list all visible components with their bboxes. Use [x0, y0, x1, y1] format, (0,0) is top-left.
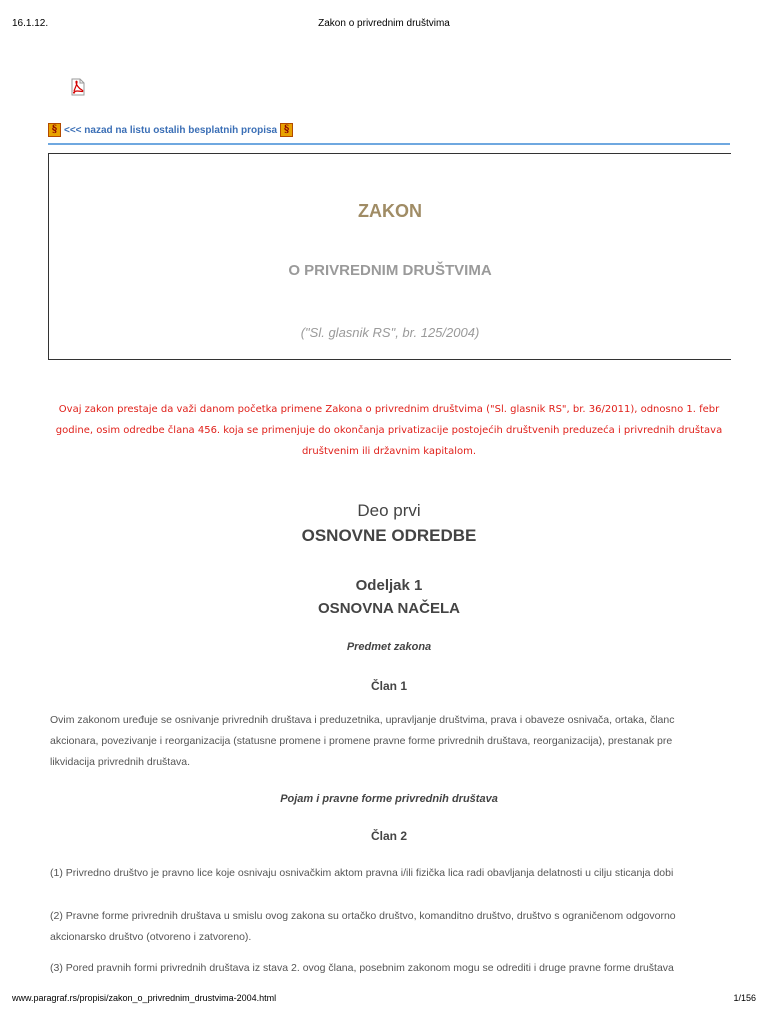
- validity-notice: [48, 399, 730, 462]
- article-heading: Predmet zakona: [346, 641, 432, 653]
- title-box: [48, 153, 731, 360]
- print-footer: [12, 993, 756, 1007]
- part-label: Deo prvi: [357, 501, 421, 520]
- back-to-list-link[interactable]: <<< nazad na listu ostalih besplatnih propisa: [64, 124, 278, 136]
- section-label: Odeljak 1: [355, 577, 423, 594]
- print-date: 16.1.12.: [12, 18, 49, 29]
- notice-line: Ovaj zakon prestaje da važi danom početka primene Zakona o privrednim društvima ("Sl. glasnik RS", br. 36/2011), odnosno 1. febr: [58, 404, 720, 415]
- body-line: (1) Privredno društvo je pravno lice koje osnivaju osnivačkim aktom pravna i/ili fizička lica radi obavljanja delatnosti u cilju sticanja dobi: [50, 867, 674, 879]
- section-title: OSNOVNA NAČELA: [318, 600, 460, 617]
- article-paragraph: [50, 863, 732, 884]
- notice-line: društvenim ili državnim kapitalom.: [301, 446, 477, 457]
- gazette-reference: ("Sl. glasnik RS", br. 125/2004): [300, 325, 480, 340]
- print-header: [12, 18, 756, 32]
- page-number: 1/156: [733, 993, 756, 1003]
- notice-line: godine, osim odredbe člana 456. koja se primenjuje do okončanja privatizacije postojećih društvenih preduzeća i privrednih društava: [55, 425, 723, 436]
- law-title: ZAKON: [358, 201, 422, 221]
- body-line: Ovim zakonom uređuje se osnivanje privrednih društava i preduzetnika, upravljanje društvima, prava i obaveze osnivača, ortaka, članc: [50, 714, 675, 726]
- paragraph-icon: §: [280, 123, 293, 137]
- part-title: OSNOVNE ODREDBE: [301, 526, 477, 545]
- body-line: akcionarsko društvo (otvoreno i zatvoreno).: [50, 931, 252, 943]
- divider: [48, 143, 730, 145]
- body-line: likvidacija privrednih društava.: [50, 756, 191, 768]
- print-title: Zakon o privrednim društvima: [318, 18, 450, 29]
- body-line: akcionara, povezivanje i reorganizacija (statusne promene i promene pravne forme privrednih društava, reorganizacija), prestanak pre: [50, 735, 673, 747]
- article-label: Član 2: [370, 829, 407, 843]
- article-paragraph: [50, 958, 732, 979]
- page-url: www.paragraf.rs/propisi/zakon_o_privrednim_drustvima-2004.html: [12, 993, 277, 1003]
- article-paragraph: [50, 906, 732, 948]
- body-line: (2) Pravne forme privrednih društava u smislu ovog zakona su ortačko društvo, komanditno društvo, društvo s ograničenom odgovorno: [50, 910, 676, 922]
- paragraph-icon: §: [48, 123, 61, 137]
- law-subtitle: O PRIVREDNIM DRUŠTVIMA: [288, 262, 492, 279]
- article-heading: Pojam i pravne forme privrednih društava: [280, 793, 498, 805]
- back-link-row: [48, 123, 293, 137]
- body-line: (3) Pored pravnih formi privrednih društava iz stava 2. ovog člana, posebnim zakonom mogu se odrediti i druge pravne forme društava: [50, 962, 674, 974]
- article-body: [50, 710, 732, 773]
- pdf-icon[interactable]: [70, 78, 86, 96]
- article-label: Član 1: [370, 679, 407, 693]
